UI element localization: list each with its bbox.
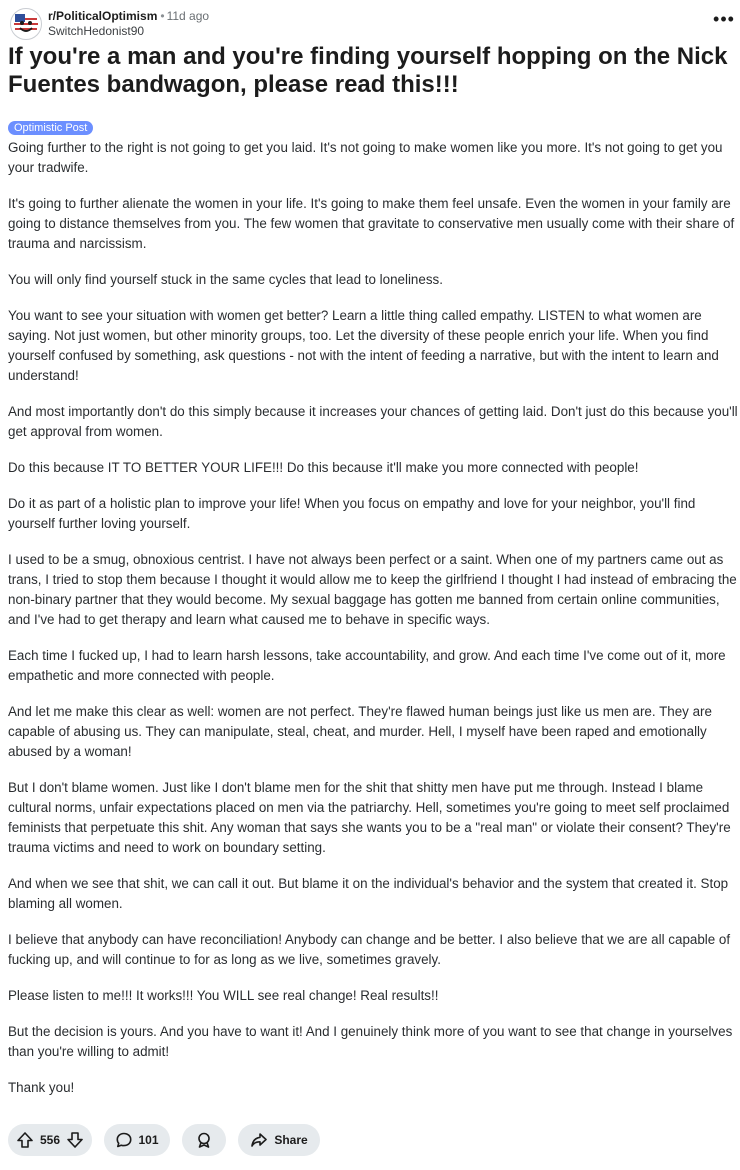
body-paragraph: I used to be a smug, obnoxious centrist. I have not always been perfect or a saint. When one of my partners came out as trans, I tried to stop them because I thought it would allow me to keep the girlfriend I thought I had instead of embracing the non-binary partner that they would become. My sexual baggage has gotten me banned from certain online communities, and I've had to get therapy and learn what caused me to behave in specific ways. [8,552,737,627]
meta-separator: • [160,9,165,23]
award-icon [195,1131,213,1149]
more-options-icon: ••• [713,9,735,29]
post-meta [48,9,209,39]
subreddit-link[interactable]: r/PoliticalOptimism [48,9,158,23]
vote-bar [8,1124,92,1156]
upvote-button[interactable] [16,1131,34,1149]
post-body [8,138,738,1114]
body-paragraph: Going further to the right is not going to get you laid. It's not going to make women like you more. It's not going to get you your tradwife. [8,140,723,175]
comments-button[interactable] [104,1124,170,1156]
post-age: 11d ago [166,9,210,23]
author-link[interactable]: SwitchHedonist90 [48,24,145,38]
body-paragraph: It's going to further alienate the women in your life. It's going to make them feel unsafe. Even the women in your family are going to distance themselves from you. The few women that gravitate to conservative men usually come with their share of trauma and narcissism. [8,196,735,251]
body-paragraph: You want to see your situation with women get better? Learn a little thing called empathy. LISTEN to what women are saying. Not just women, but other minority groups, too. Let the diversity of these people enrich your life. When you find yourself confused by something, ask questions - not with the intent of feeding a narrative, but with the intent to learn and understand! [8,308,719,383]
subreddit-logo-icon [11,9,41,39]
body-paragraph: Please listen to me!!! It works!!! You WILL see real change! Real results!! [8,988,439,1003]
share-arrow-icon [250,1131,268,1149]
downvote-arrow-icon [66,1131,84,1149]
upvote-arrow-icon [16,1131,34,1149]
share-label: Share [274,1133,308,1147]
vote-count: 556 [39,1133,61,1147]
body-paragraph: But the decision is yours. And you have to want it! And I genuinely think more of you want to see that change in yourselves than you're willing to admit! [8,1024,733,1059]
body-paragraph: And when we see that shit, we can call it out. But blame it on the individual's behavior and the system that created it. Stop blaming all women. [8,876,729,911]
post-actions [8,1124,738,1156]
more-options-button[interactable] [712,9,736,32]
post-title[interactable]: If you're a man and you're finding yourself hopping on the Nick Fuentes bandwagon, please read this!!! [8,43,728,98]
body-paragraph: But I don't blame women. Just like I don't blame men for the shit that shitty men have put me through. Instead I blame cultural norms, unfair expectations placed on men via the patriarchy. Hell, sometimes you're going to meet self proclaimed feminists that perpetuate this shit. Any woman that says she wants you to be a "real man" or violate their consent? They're trauma victims and need to work on boundary setting. [8,780,731,855]
body-paragraph: And most importantly don't do this simply because it increases your chances of getting laid. Don't just do this because you'll get approval from women. [8,404,738,439]
body-paragraph: Each time I fucked up, I had to learn harsh lessons, take accountability, and grow. And each time I've come out of it, more empathetic and more connected with people. [8,648,726,683]
comment-bubble-icon [115,1131,133,1149]
downvote-button[interactable] [66,1131,84,1149]
post-header [8,6,740,40]
body-paragraph: Thank you! [8,1080,75,1095]
body-paragraph: Do this because IT TO BETTER YOUR LIFE!!! Do this because it'll make you more connected with people! [8,460,639,475]
body-paragraph: Do it as part of a holistic plan to improve your life! When you focus on empathy and love for your neighbor, you'll find yourself further loving yourself. [8,496,696,531]
body-paragraph: You will only find yourself stuck in the same cycles that lead to loneliness. [8,272,443,287]
body-paragraph: And let me make this clear as well: women are not perfect. They're flawed human beings just like us men are. They are capable of abusing us. They can manipulate, steal, cheat, and murder. Hell, I myself have been raped and emotionally abused by a woman! [8,704,712,759]
share-button[interactable] [238,1124,320,1156]
comment-count: 101 [138,1133,159,1147]
award-button[interactable] [182,1124,226,1156]
subreddit-avatar[interactable] [10,8,42,40]
post-flair[interactable]: Optimistic Post [8,121,93,135]
body-paragraph: I believe that anybody can have reconciliation! Anybody can change and be better. I also believe that we are all capable of fucking up, and will continue to for as long as we live, sometimes gravely. [8,932,731,967]
